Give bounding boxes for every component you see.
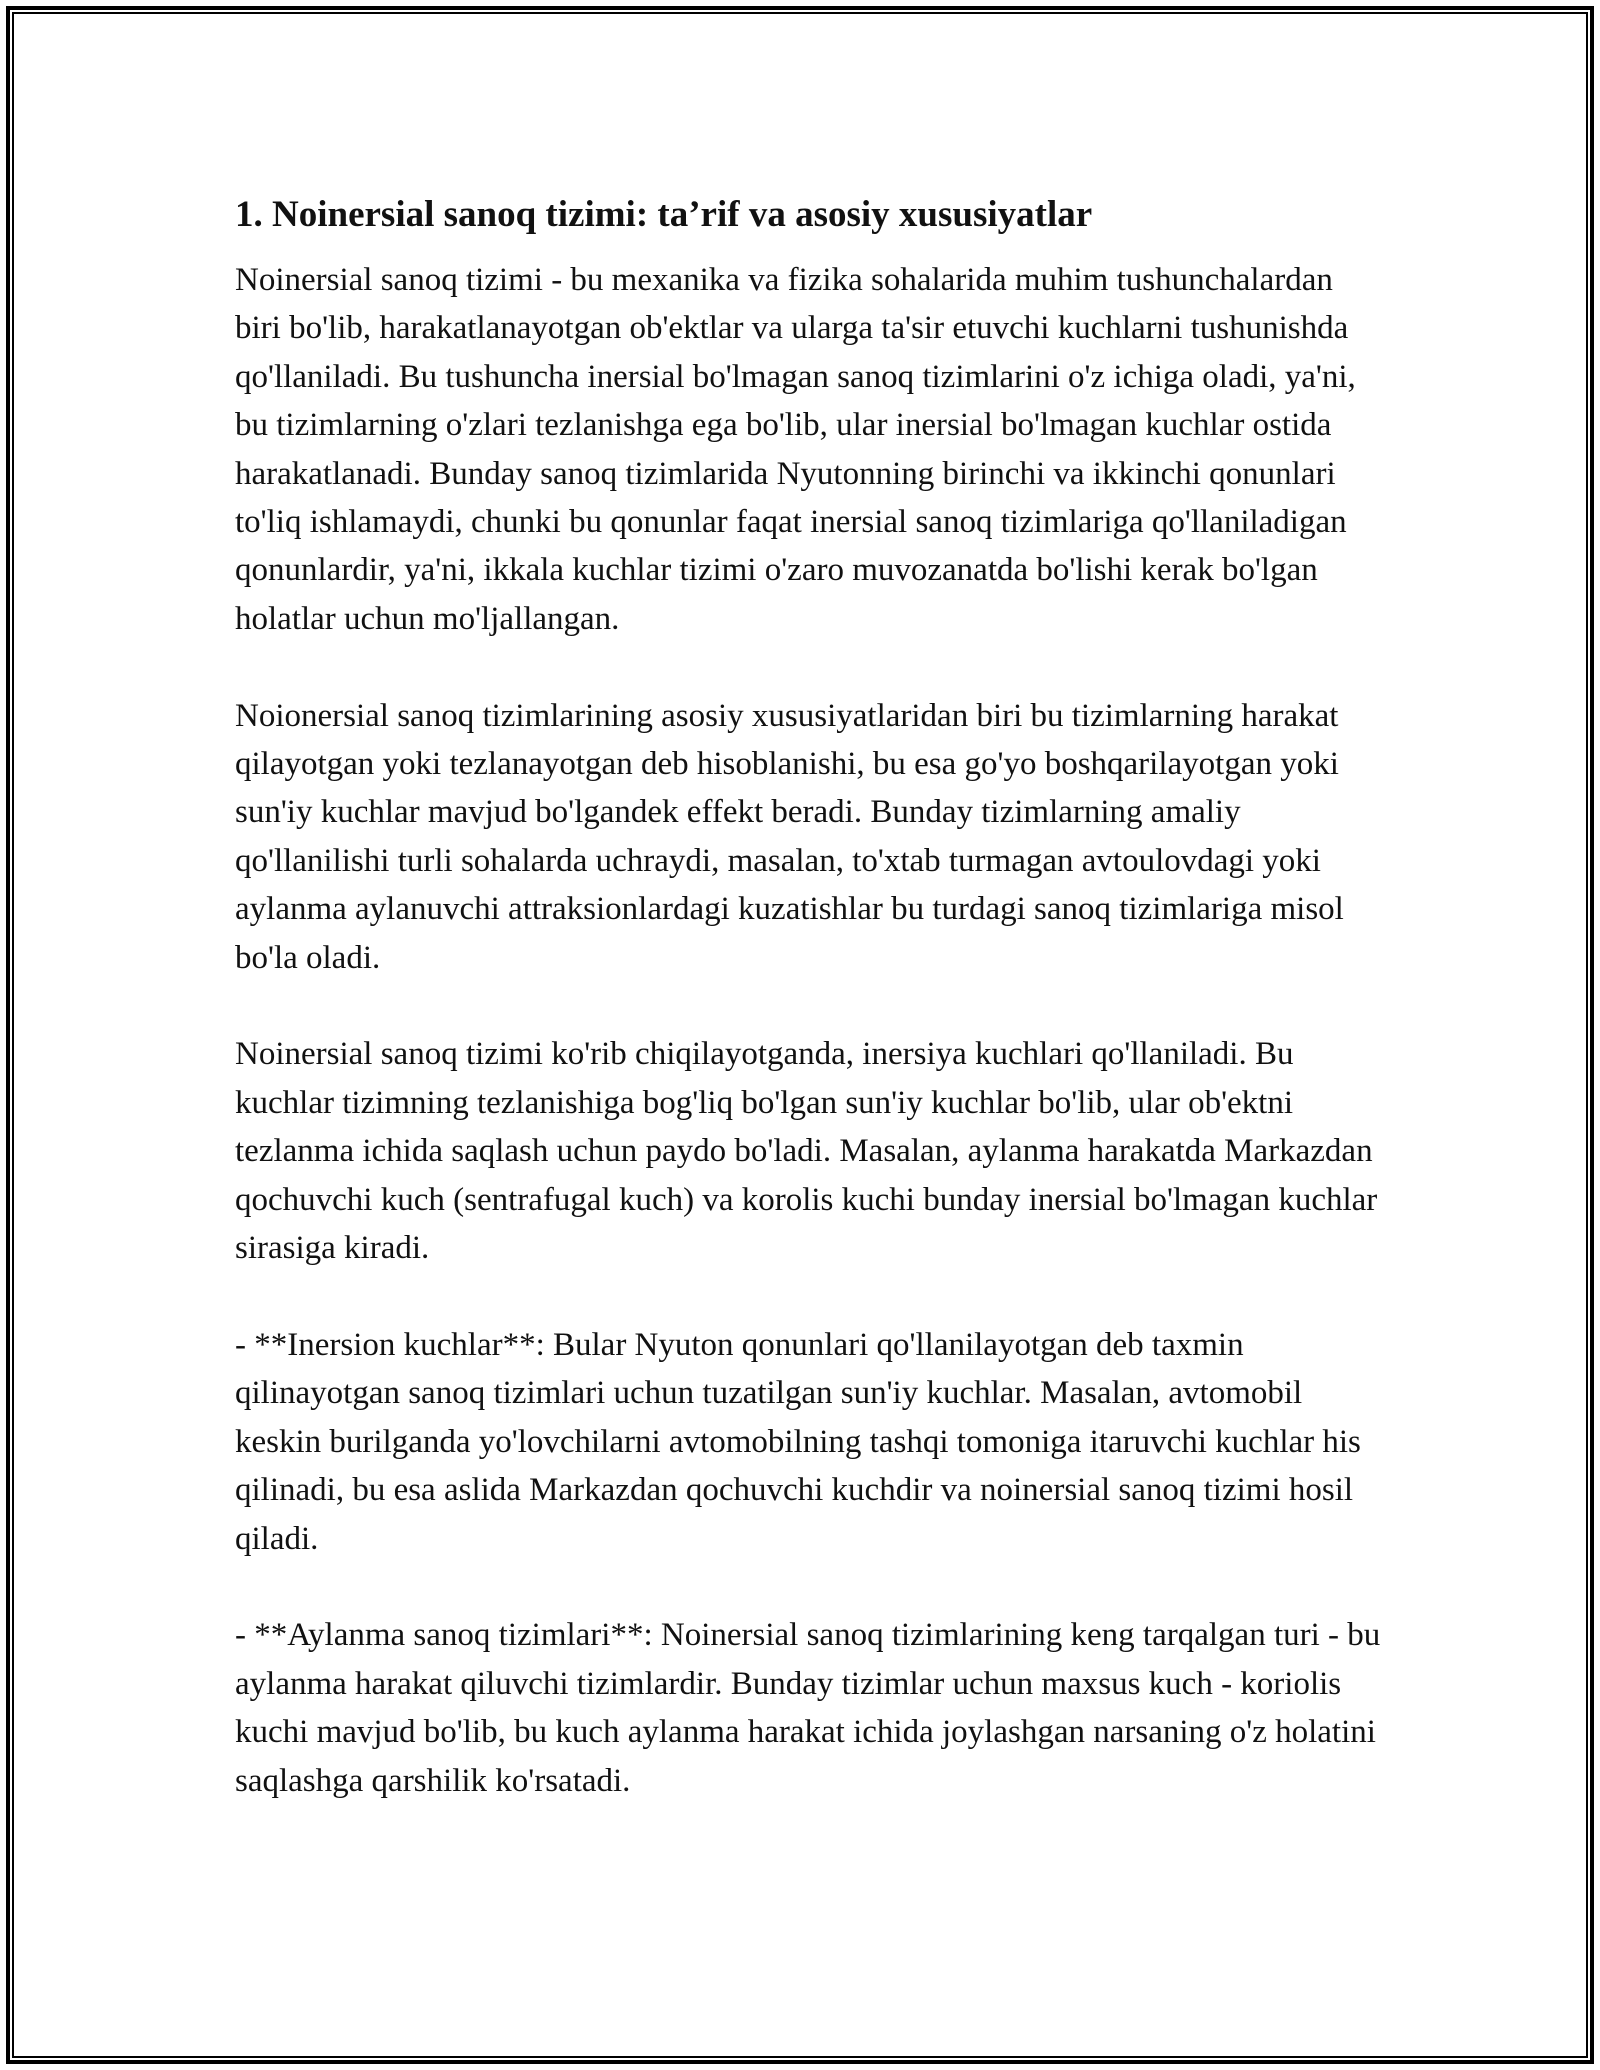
paragraph-definition: Noinersial sanoq tizimi - bu mexanika va fizika sohalarida muhim tushunchalardan biri bo'lib, harakatlanayotgan ob'ektlar va ularga ta'sir etuvchi kuchlarni tushunishda qo'llaniladi. Bu tushuncha inersial bo'lmagan sanoq tizimlarini o'z ichiga oladi, ya'ni, bu tizimlarning o'zlari tezlanishga ega bo'lib, ular inersial bo'lmagan kuchlar ostida harakatlanadi. Bunday sanoq tizimlarida Nyutonning birinchi va ikkinchi qonunlari to'liq ishlamaydi, chunki bu qonunlar faqat inersial sanoq tizimlariga qo'llaniladigan qonunlardir, ya'ni, ikkala kuchlar tizimi o'zaro muvozanatda bo'lishi kerak bo'lgan holatlar uchun mo'ljallangan. xyxy=(235,262,1356,637)
document-body xyxy=(235,186,1385,1805)
list-item-inersion-kuchlar: - **Inersion kuchlar**: Bular Nyuton qonunlari qo'llanilayotgan deb taxmin qilinayotgan sanoq tizimlari uchun tuzatilgan sun'iy kuchlar. Masalan, avtomobil keskin burilganda yo'lovchilarni avtomobilning tashqi tomoniga itaruvchi kuchlar his qilinadi, bu esa aslida Markazdan qochuvchi kuchdir va noinersial sanoq tizimi hosil qiladi. xyxy=(235,1326,1361,1557)
paragraph-properties: Noionersial sanoq tizimlarining asosiy xususiyatlaridan biri bu tizimlarning harakat qilayotgan yoki tezlanayotgan deb hisoblanishi, bu esa go'yo boshqarilayotgan yoki sun'iy kuchlar mavjud bo'lgandek effekt beradi. Bunday tizimlarning amaliy qo'llanilishi turli sohalarda uchraydi, masalan, to'xtab turmagan avtoulovdagi yoki aylanma aylanuvchi attraksionlardagi kuzatishlar bu turdagi sanoq tizimlariga misol bo'la oladi. xyxy=(235,697,1344,976)
section-heading: 1. Noinersial sanoq tizimi: ta’rif va asosiy xususiyatlar xyxy=(235,194,1093,235)
paragraph-inertial-forces: Noinersial sanoq tizimi ko'rib chiqilayotganda, inersiya kuchlari qo'llaniladi. Bu kuchlar tizimning tezlanishiga bog'liq bo'lgan sun'iy kuchlar bo'lib, ular ob'ektni tezlanma ichida saqlash uchun paydo bo'ladi. Masalan, aylanma harakatda Markazdan qochuvchi kuch (sentrafugal kuch) va korolis kuchi bunday inersial bo'lmagan kuchlar sirasiga kiradi. xyxy=(235,1036,1378,1267)
list-item-aylanma-sanoq: - **Aylanma sanoq tizimlari**: Noinersial sanoq tizimlarining keng tarqalgan turi - bu aylanma harakat qiluvchi tizimlardir. Bunday tizimlar uchun maxsus kuch - koriolis kuchi mavjud bo'lib, bu kuch aylanma harakat ichida joylashgan narsaning o'z holatini saqlashga qarshilik ko'rsatadi. xyxy=(235,1617,1381,1799)
